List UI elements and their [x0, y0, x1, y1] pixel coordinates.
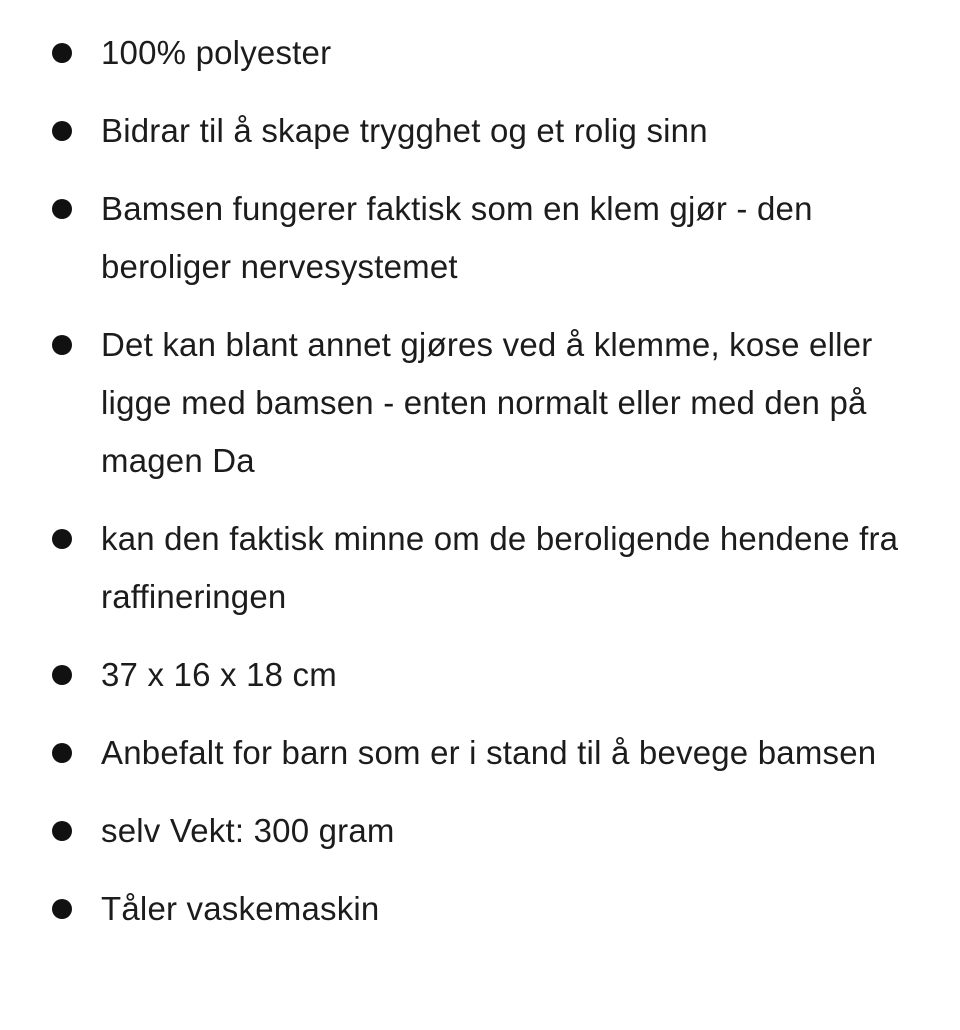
bullet-icon [52, 821, 72, 841]
bullet-icon [52, 121, 72, 141]
product-details-list [0, 24, 960, 958]
bullet-icon [52, 665, 72, 685]
list-item-text: Tåler vaskemaskin [101, 890, 380, 927]
bullet-icon [52, 899, 72, 919]
bullet-icon [52, 335, 72, 355]
list-item-text: selv Vekt: 300 gram [101, 812, 395, 849]
list-item-text: Bidrar til å skape trygghet og et rolig sinn [101, 112, 708, 149]
list-item-text: 37 x 16 x 18 cm [101, 656, 337, 693]
list-item-age [0, 724, 960, 782]
list-item-text: kan den faktisk minne om de beroligende hendene fra raffineringen [101, 520, 899, 615]
list-item-text: 100% polyester [101, 34, 332, 71]
list-item-dimensions [0, 646, 960, 704]
list-item-text: Anbefalt for barn som er i stand til å bevege bamsen [101, 734, 877, 771]
list-item-material [0, 24, 960, 82]
list-item-weight [0, 802, 960, 860]
list-item-usage [0, 316, 960, 490]
bullet-icon [52, 199, 72, 219]
list-item-hug [0, 180, 960, 296]
list-item-hands [0, 510, 960, 626]
bullet-icon [52, 743, 72, 763]
list-item-text: Det kan blant annet gjøres ved å klemme, kose eller ligge med bamsen - enten normalt eller med den på magen Da [101, 326, 873, 479]
list-item-safety [0, 102, 960, 160]
list-item-text: Bamsen fungerer faktisk som en klem gjør - den beroliger nervesystemet [101, 190, 813, 285]
list-item-washing [0, 880, 960, 938]
bullet-icon [52, 43, 72, 63]
bullet-icon [52, 529, 72, 549]
